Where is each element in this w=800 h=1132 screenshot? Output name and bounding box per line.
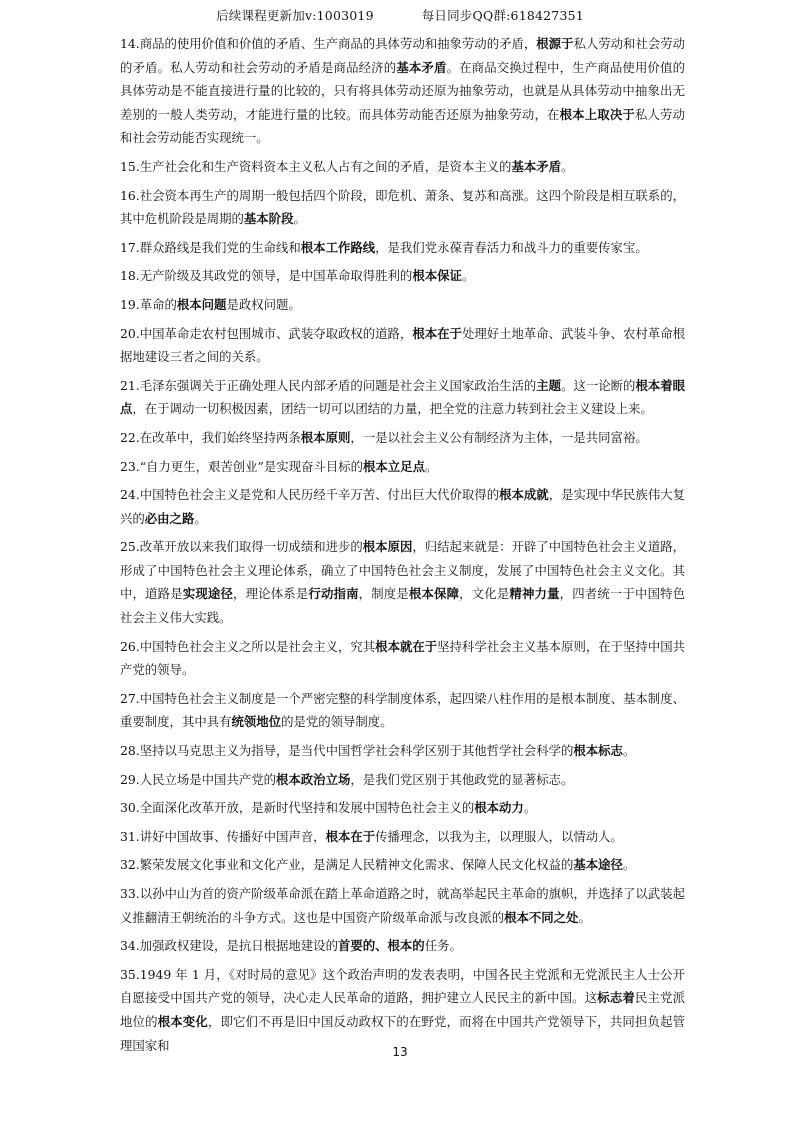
- list-item: [120, 635, 685, 682]
- text-segment: 19.革命的: [120, 296, 177, 312]
- text-segment: 。: [622, 857, 636, 873]
- text-segment: 。: [578, 909, 591, 925]
- list-item: [120, 483, 685, 530]
- text-segment: ，理论体系是: [233, 586, 309, 602]
- text-segment: 21.毛泽东强调关于正确处理人民内部矛盾的问题是社会主义国家政治生活的: [120, 377, 537, 393]
- text-segment: 传播理念，以我为主，以理服人，以情动人。: [375, 828, 623, 844]
- emphasis-term: 实现途径: [182, 586, 234, 602]
- text-segment: 处理好土地革命、武装斗争、农村革命根据地建设三者之间的关系。: [120, 325, 686, 365]
- emphasis-term: 根源于: [536, 36, 574, 51]
- text-segment: 32.繁荣发展文化事业和文化产业，是满足人民精神文化需求、保障人民文化权益的: [120, 857, 574, 873]
- text-segment: ，在于调动一切积极因素，团结一切可以团结的力量，把全党的注意力转到社会主义建设上来。: [132, 401, 653, 417]
- page-number: 13: [392, 1045, 408, 1059]
- emphasis-term: 标志着: [597, 990, 635, 1006]
- list-item: [120, 155, 685, 179]
- text-segment: 民主党派地位的: [120, 990, 686, 1029]
- emphasis-term: 基本阶段: [243, 211, 294, 227]
- list-item: [120, 882, 685, 929]
- text-segment: 15.生产社会化和生产资料资本主义私人占有之间的矛盾，是资本主义的: [120, 158, 512, 174]
- emphasis-term: 根本着眼点: [120, 377, 686, 417]
- text-segment: 24.中国特色社会主义是党和人民历经千辛万苦、付出巨大代价取得的: [120, 487, 500, 503]
- text-segment: 25.改革开放以来我们取得一切成绩和进步的: [120, 539, 363, 555]
- page-header: [0, 6, 800, 24]
- text-segment: ，一是以社会主义公有制经济为主体，一是共同富裕。: [350, 429, 648, 445]
- text-segment: 22.在改革中，我们始终坚持两条: [120, 429, 301, 445]
- text-segment: 。: [194, 510, 207, 526]
- emphasis-term: 根本保障: [408, 586, 460, 602]
- text-segment: 20.中国革命走农村包围城市、武装夺取政权的道路，: [120, 325, 413, 341]
- text-segment: 私人劳动和社会劳动的矛盾。私人劳动和社会劳动的矛盾是商品经济的: [120, 36, 686, 75]
- text-segment: ，即它们不再是旧中国反动政权下的在野党，而将在中国共产党领导下，共同担负起管理国家和: [120, 1013, 686, 1053]
- text-segment: 16.社会资本再生产的周期一般包括四个阶段，即危机、萧条、复苏和高涨。这四个阶段是相互联系的，其中危机阶段是周期的: [120, 187, 685, 227]
- list-item: [120, 455, 685, 479]
- list-item: [120, 264, 685, 288]
- text-segment: 。这一论断的: [561, 377, 636, 393]
- list-item: [120, 293, 685, 317]
- emphasis-term: 基本矛盾: [511, 158, 561, 174]
- list-item: [120, 374, 685, 421]
- list-item: [120, 32, 685, 150]
- text-segment: 18.无产阶级及其政党的领导，是中国革命取得胜利的: [120, 268, 413, 284]
- text-segment: 14.商品的使用价值和价值的矛盾、生产商品的具体劳动和抽象劳动的矛盾，: [120, 36, 537, 51]
- emphasis-term: 根本上取决于: [559, 106, 635, 122]
- document-body: [120, 32, 685, 1062]
- emphasis-term: 根本成就: [499, 487, 549, 503]
- emphasis-term: 根本政治立场: [276, 771, 351, 787]
- text-segment: 29.人民立场是中国共产党的: [120, 771, 277, 787]
- emphasis-term: 基本矛盾: [396, 59, 447, 75]
- text-segment: 。在商品交换过程中，生产商品使用价值的具体劳动是不能直接进行量的比较的，只有将具体劳动还原为抽象劳动，也就是从具体劳动中抽象出无差别的一般人类劳动，才能进行量的比较。而具体劳动能否还原为抽象劳动，在: [120, 59, 686, 122]
- emphasis-term: 根本在于: [325, 828, 376, 844]
- emphasis-term: 根本在于: [412, 325, 462, 341]
- text-segment: 23.“自力更生，艰苦创业”是实现奋斗目标的: [120, 458, 364, 474]
- emphasis-term: 根本立足点: [363, 458, 425, 474]
- header-course-contact: 后续课程更新加v:1003019: [216, 8, 374, 23]
- text-segment: 26.中国特色社会主义之所以是社会主义，究其: [120, 638, 376, 654]
- text-segment: ，是我们党永葆青春活力和战斗力的重要传家宝。: [375, 239, 648, 255]
- text-segment: 28.坚持以马克思主义为指导，是当代中国哲学社会科学区别于其他哲学社会科学的: [120, 743, 574, 759]
- emphasis-term: 精神力量: [509, 586, 560, 602]
- emphasis-term: 根本变化: [157, 1013, 208, 1029]
- text-segment: ，制度是: [358, 586, 409, 602]
- text-segment: 17.群众路线是我们党的生命线和: [120, 239, 301, 255]
- text-segment: 任务。: [424, 938, 462, 954]
- text-segment: ，归结起来就是：开辟了中国特色社会主义道路，形成了中国特色社会主义理论体系，确立了中国特色社会主义制度，发展了中国特色社会主义文化。其中，道路是: [120, 539, 685, 602]
- text-segment: 30.全面深化改革开放，是新时代坚持和发展中国特色社会主义的: [120, 800, 475, 816]
- text-segment: ，是我们党区别于其他政党的显著标志。: [350, 771, 574, 787]
- emphasis-term: 必由之路: [144, 510, 195, 526]
- emphasis-term: 根本原则: [300, 429, 351, 445]
- list-item: [120, 535, 685, 629]
- emphasis-term: 根本原因: [362, 539, 413, 555]
- text-segment: 的是党的领导制度。: [281, 714, 393, 730]
- text-segment: 。: [424, 458, 438, 474]
- list-item: [120, 739, 685, 763]
- emphasis-term: 根本保证: [412, 268, 462, 284]
- text-segment: 31.讲好中国故事、传播好中国声音，: [120, 828, 326, 844]
- list-item: [120, 184, 685, 231]
- list-item: [120, 963, 685, 1057]
- emphasis-term: 基本途径: [573, 857, 623, 873]
- text-segment: ，四者统一于中国特色社会主义伟大实践。: [120, 586, 686, 626]
- emphasis-term: 行动指南: [308, 586, 359, 602]
- emphasis-term: 根本不同之处: [504, 909, 579, 925]
- list-item: [120, 236, 685, 260]
- emphasis-term: 首要的、根本的: [337, 938, 425, 954]
- list-item: [120, 825, 685, 849]
- text-segment: 私人劳动和社会劳动能否实现统一。: [120, 106, 686, 146]
- list-item: [120, 853, 685, 877]
- text-segment: 。: [461, 268, 475, 284]
- emphasis-term: 根本标志: [573, 743, 623, 759]
- text-segment: 。: [523, 800, 537, 816]
- emphasis-term: 统领地位: [231, 714, 282, 730]
- text-segment: 27.中国特色社会主义制度是一个严密完整的科学制度体系，起四梁八柱作用的是根本制度、基本制度、重要制度，其中具有: [120, 690, 685, 730]
- text-segment: ，文化是: [459, 586, 510, 602]
- list-item: [120, 426, 685, 450]
- text-segment: 33.以孙中山为首的资产阶级革命派在踏上革命道路之时，就高举起民主革命的旗帜，并选择了以武装起义推翻清王朝统治的斗争方式。这也是中国资产阶级革命派与改良派的: [120, 886, 685, 925]
- text-segment: 。: [561, 158, 574, 174]
- text-segment: 34.加强政权建设，是抗日根据地建设的: [120, 938, 338, 954]
- emphasis-term: 根本工作路线: [300, 239, 376, 255]
- list-item: [120, 934, 685, 958]
- list-item: [120, 768, 685, 792]
- text-segment: 。: [622, 743, 636, 759]
- list-item: [120, 796, 685, 820]
- emphasis-term: 根本动力: [474, 800, 524, 816]
- text-segment: 是政权问题。: [226, 296, 301, 312]
- header-qq-group: 每日同步QQ群:618427351: [421, 8, 584, 23]
- text-segment: 坚持科学社会主义基本原则，在于坚持中国共产党的领导。: [120, 638, 685, 678]
- list-item: [120, 687, 685, 734]
- list-item: [120, 322, 685, 369]
- text-segment: 。: [293, 211, 306, 227]
- text-segment: 35.1949 年 1 月，《对时局的意见》这个政治声明的发表表明，中国各民主党派和无党派民主人士公开自愿接受中国共产党的领导，决心走人民革命的道路，拥护建立人民民主的新中国。这: [120, 966, 685, 1006]
- text-segment: ，是实现中华民族伟大复兴的: [120, 487, 686, 526]
- emphasis-term: 主题: [536, 377, 562, 393]
- emphasis-term: 根本问题: [176, 296, 227, 312]
- emphasis-term: 根本就在于: [375, 638, 438, 654]
